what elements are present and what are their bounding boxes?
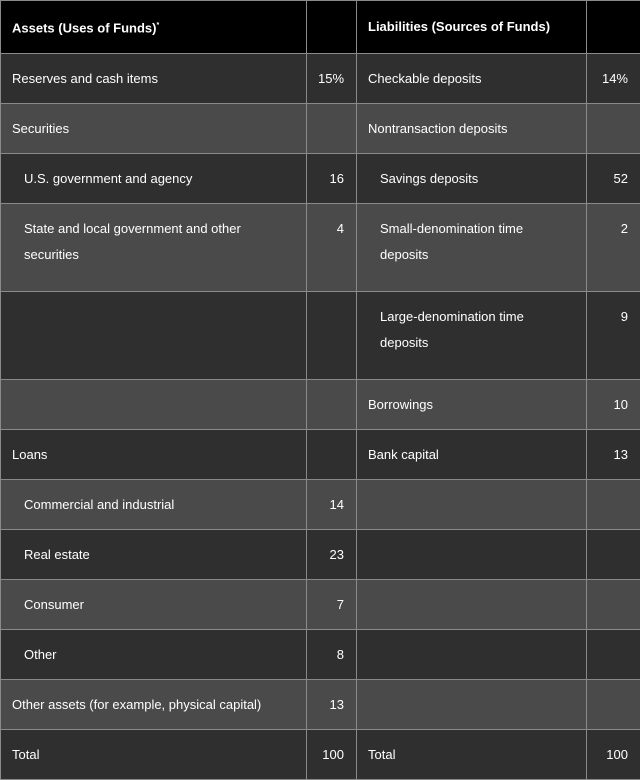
liability-label xyxy=(357,680,587,730)
liability-label xyxy=(357,480,587,530)
asset-label: Loans xyxy=(1,430,307,480)
liability-value: 13 xyxy=(587,430,640,480)
asset-label xyxy=(1,292,307,380)
liability-value xyxy=(587,630,640,680)
liability-label: Borrowings xyxy=(357,380,587,430)
table-row xyxy=(1,380,640,430)
liability-value: 9 xyxy=(587,292,640,380)
assets-header-label: Assets (Uses of Funds) xyxy=(12,20,156,35)
liability-value xyxy=(587,530,640,580)
asset-label: Other xyxy=(1,630,307,680)
asset-total-label: Total xyxy=(1,730,307,780)
asset-label: U.S. government and agency xyxy=(1,154,307,204)
asset-value: 13 xyxy=(307,680,357,730)
asset-label: State and local government and other securities xyxy=(1,204,307,292)
liability-label xyxy=(357,580,587,630)
liability-label xyxy=(357,630,587,680)
asset-label: Real estate xyxy=(1,530,307,580)
liabilities-value-header xyxy=(587,1,640,54)
table-row xyxy=(1,480,640,530)
table-row xyxy=(1,104,640,154)
assets-header-footnote: * xyxy=(156,22,159,29)
liability-label: Large-denomination time deposits xyxy=(357,292,587,380)
table-row xyxy=(1,154,640,204)
table-header-row xyxy=(1,1,640,54)
liabilities-header: Liabilities (Sources of Funds) xyxy=(357,1,587,54)
asset-label: Other assets (for example, physical capital) xyxy=(1,680,307,730)
asset-value: 14 xyxy=(307,480,357,530)
asset-value xyxy=(307,292,357,380)
asset-label: Commercial and industrial xyxy=(1,480,307,530)
asset-value: 23 xyxy=(307,530,357,580)
liability-total-value: 100 xyxy=(587,730,640,780)
liability-value: 10 xyxy=(587,380,640,430)
asset-label: Consumer xyxy=(1,580,307,630)
liability-value xyxy=(587,580,640,630)
asset-label xyxy=(1,380,307,430)
asset-value: 8 xyxy=(307,630,357,680)
liability-value: 2 xyxy=(587,204,640,292)
liability-label: Small-denomination time deposits xyxy=(357,204,587,292)
asset-label: Reserves and cash items xyxy=(1,54,307,104)
liability-label: Bank capital xyxy=(357,430,587,480)
liability-value xyxy=(587,104,640,154)
asset-value: 4 xyxy=(307,204,357,292)
liability-label: Savings deposits xyxy=(357,154,587,204)
liability-value: 14% xyxy=(587,54,640,104)
asset-total-value: 100 xyxy=(307,730,357,780)
table-row xyxy=(1,630,640,680)
asset-label: Securities xyxy=(1,104,307,154)
asset-value xyxy=(307,104,357,154)
asset-value: 16 xyxy=(307,154,357,204)
liability-label: Nontransaction deposits xyxy=(357,104,587,154)
table-row xyxy=(1,430,640,480)
table-row xyxy=(1,580,640,630)
asset-value xyxy=(307,430,357,480)
table-row xyxy=(1,204,640,292)
asset-value: 7 xyxy=(307,580,357,630)
liability-value xyxy=(587,680,640,730)
assets-value-header xyxy=(307,1,357,54)
liability-total-label: Total xyxy=(357,730,587,780)
assets-header xyxy=(1,1,307,54)
table-row xyxy=(1,530,640,580)
total-row xyxy=(1,730,640,780)
liability-label: Checkable deposits xyxy=(357,54,587,104)
table-row xyxy=(1,54,640,104)
liability-value: 52 xyxy=(587,154,640,204)
liability-label xyxy=(357,530,587,580)
asset-value: 15% xyxy=(307,54,357,104)
liability-value xyxy=(587,480,640,530)
table-row xyxy=(1,292,640,380)
table-row xyxy=(1,680,640,730)
asset-value xyxy=(307,380,357,430)
